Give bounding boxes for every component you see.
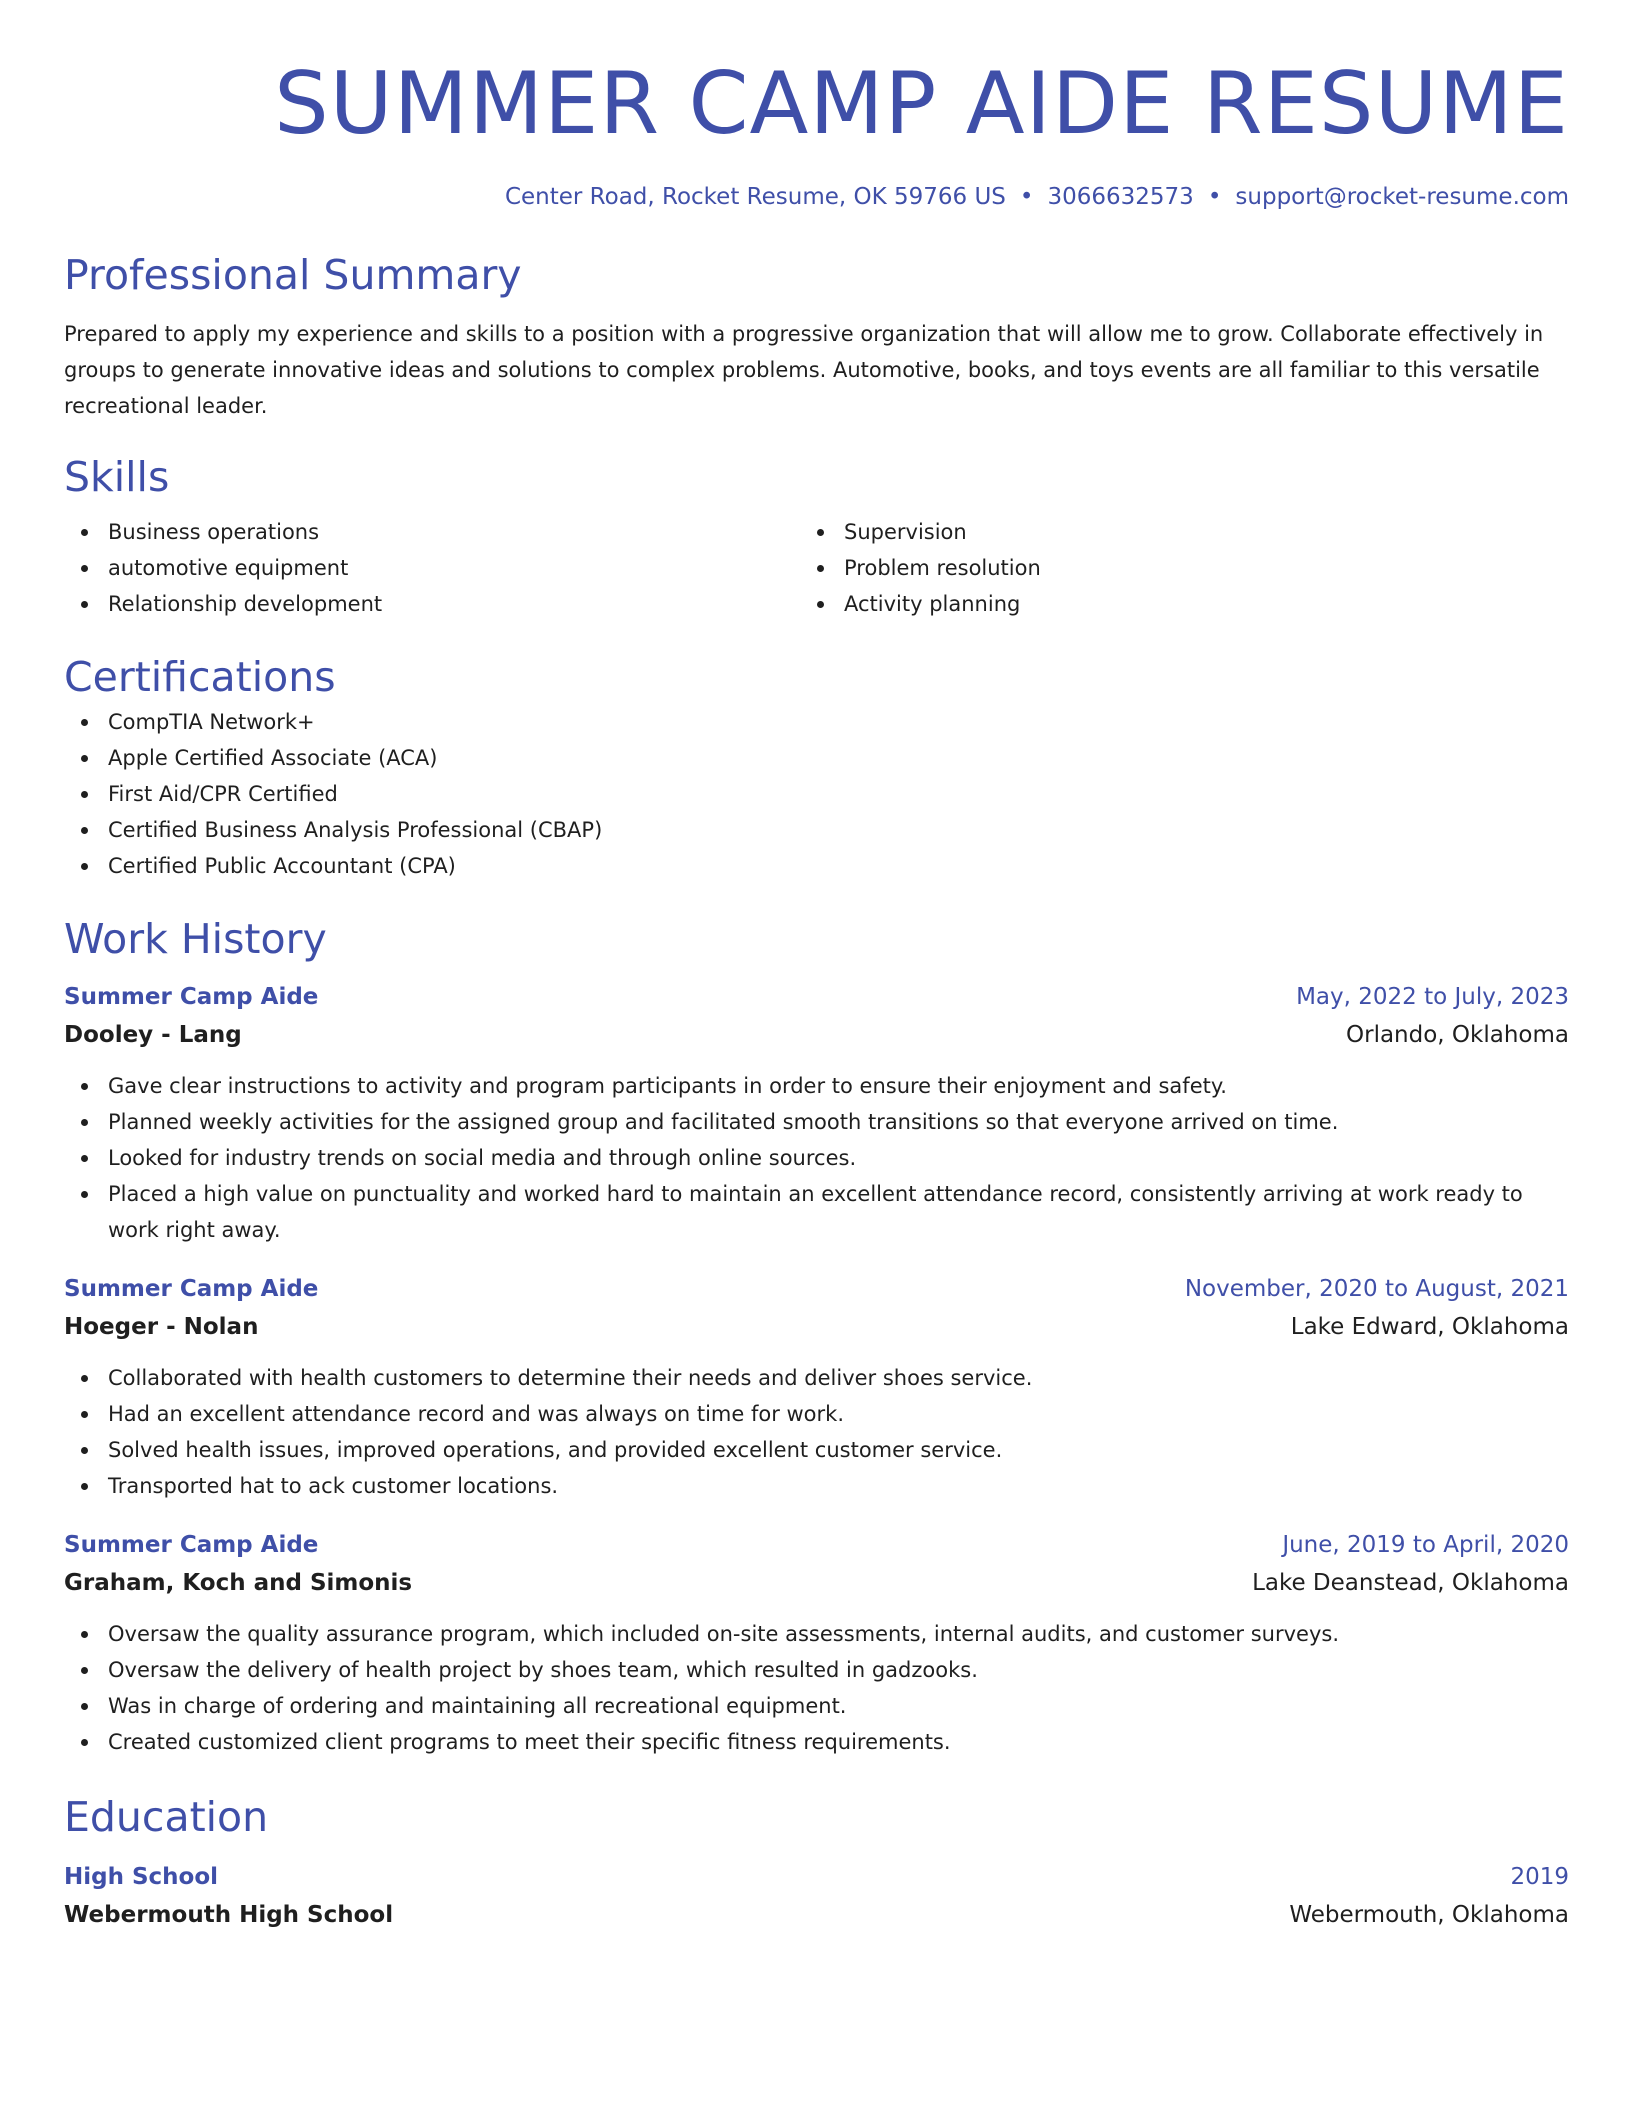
job-duty: Collaborated with health customers to determine their needs and deliver shoes service. bbox=[64, 1360, 1569, 1396]
resume-title: SUMMER CAMP AIDE RESUME bbox=[274, 54, 1569, 154]
job-location: Lake Deanstead, Oklahoma bbox=[1252, 1570, 1569, 1596]
job-dates: November, 2020 to August, 2021 bbox=[1184, 1276, 1569, 1302]
skills-list bbox=[64, 514, 1569, 622]
certification-item: CompTIA Network+ bbox=[64, 704, 1569, 740]
work-history-heading: Work History bbox=[64, 915, 327, 963]
job-duty: Was in charge of ordering and maintaining all recreational equipment. bbox=[64, 1688, 1569, 1724]
job-dates: June, 2019 to April, 2020 bbox=[1282, 1532, 1569, 1558]
contact-address: Center Road, Rocket Resume, OK 59766 US bbox=[504, 184, 1006, 210]
job-duty: Oversaw the delivery of health project by shoes team, which resulted in gadzooks. bbox=[64, 1652, 1569, 1688]
job-duty: Planned weekly activities for the assigned group and facilitated smooth transitions so that everyone arrived on time. bbox=[64, 1104, 1569, 1140]
certifications-heading: Certifications bbox=[64, 653, 336, 701]
job-duty: Had an excellent attendance record and was always on time for work. bbox=[64, 1396, 1569, 1432]
job-employer: Graham, Koch and Simonis bbox=[64, 1570, 413, 1596]
certification-item: Apple Certified Associate (ACA) bbox=[64, 740, 1569, 776]
job-entry bbox=[64, 978, 1569, 1248]
job-title: Summer Camp Aide bbox=[64, 1276, 319, 1302]
skills-column-left bbox=[64, 514, 800, 622]
summary-text: Prepared to apply my experience and skills to a position with a progressive organization that will allow me to grow. Collaborate effectively in groups to generate innovative ideas and solutions to complex problems. Automotive, books, and toys events are all familiar to this versatile recreational leader. bbox=[64, 322, 1544, 418]
job-dates: May, 2022 to July, 2023 bbox=[1296, 984, 1569, 1010]
skills-heading: Skills bbox=[64, 453, 170, 501]
education-year: 2019 bbox=[1510, 1864, 1569, 1890]
education-heading: Education bbox=[64, 1793, 269, 1841]
contact-phone: 3066632573 bbox=[1047, 184, 1194, 210]
job-duty: Transported hat to ack customer locations. bbox=[64, 1468, 1569, 1504]
education-degree: High School bbox=[64, 1864, 219, 1890]
skill-item: automotive equipment bbox=[64, 550, 800, 586]
job-title: Summer Camp Aide bbox=[64, 1532, 319, 1558]
skill-item: Problem resolution bbox=[800, 550, 1536, 586]
job-duty: Placed a high value on punctuality and worked hard to maintain an excellent attendance record, consistently arriving at work ready to work right away. bbox=[64, 1176, 1569, 1248]
certification-item: Certified Business Analysis Professional (CBAP) bbox=[64, 812, 1569, 848]
certification-item: Certified Public Accountant (CPA) bbox=[64, 848, 1569, 884]
job-duties bbox=[64, 1068, 1569, 1248]
job-duty: Gave clear instructions to activity and program participants in order to ensure their enjoyment and safety. bbox=[64, 1068, 1569, 1104]
contact-email: support@rocket-resume.com bbox=[1235, 184, 1569, 210]
education-location: Webermouth, Oklahoma bbox=[1289, 1902, 1569, 1928]
contact-separator: • bbox=[1207, 184, 1222, 210]
job-title: Summer Camp Aide bbox=[64, 984, 319, 1010]
certification-item: First Aid/CPR Certified bbox=[64, 776, 1569, 812]
skill-item: Activity planning bbox=[800, 586, 1536, 622]
skill-item: Business operations bbox=[64, 514, 800, 550]
job-duties bbox=[64, 1360, 1569, 1504]
job-location: Orlando, Oklahoma bbox=[1346, 1022, 1569, 1048]
contact-line bbox=[64, 182, 1569, 212]
job-duty: Oversaw the quality assurance program, which included on-site assessments, internal audits, and customer surveys. bbox=[64, 1616, 1569, 1652]
certifications-list bbox=[64, 704, 1569, 884]
job-duties bbox=[64, 1616, 1569, 1760]
job-employer: Hoeger - Nolan bbox=[64, 1314, 259, 1340]
skill-item: Relationship development bbox=[64, 586, 800, 622]
job-entry bbox=[64, 1526, 1569, 1760]
contact-separator: • bbox=[1019, 184, 1034, 210]
skills-column-right bbox=[800, 514, 1536, 622]
job-duty: Created customized client programs to meet their specific fitness requirements. bbox=[64, 1724, 1569, 1760]
education-entry bbox=[64, 1858, 1569, 1934]
job-location: Lake Edward, Oklahoma bbox=[1290, 1314, 1569, 1340]
job-duty: Looked for industry trends on social media and through online sources. bbox=[64, 1140, 1569, 1176]
job-entry bbox=[64, 1270, 1569, 1504]
summary-heading: Professional Summary bbox=[64, 251, 522, 299]
job-duty: Solved health issues, improved operations, and provided excellent customer service. bbox=[64, 1432, 1569, 1468]
education-school: Webermouth High School bbox=[64, 1902, 394, 1928]
skill-item: Supervision bbox=[800, 514, 1536, 550]
job-employer: Dooley - Lang bbox=[64, 1022, 242, 1048]
